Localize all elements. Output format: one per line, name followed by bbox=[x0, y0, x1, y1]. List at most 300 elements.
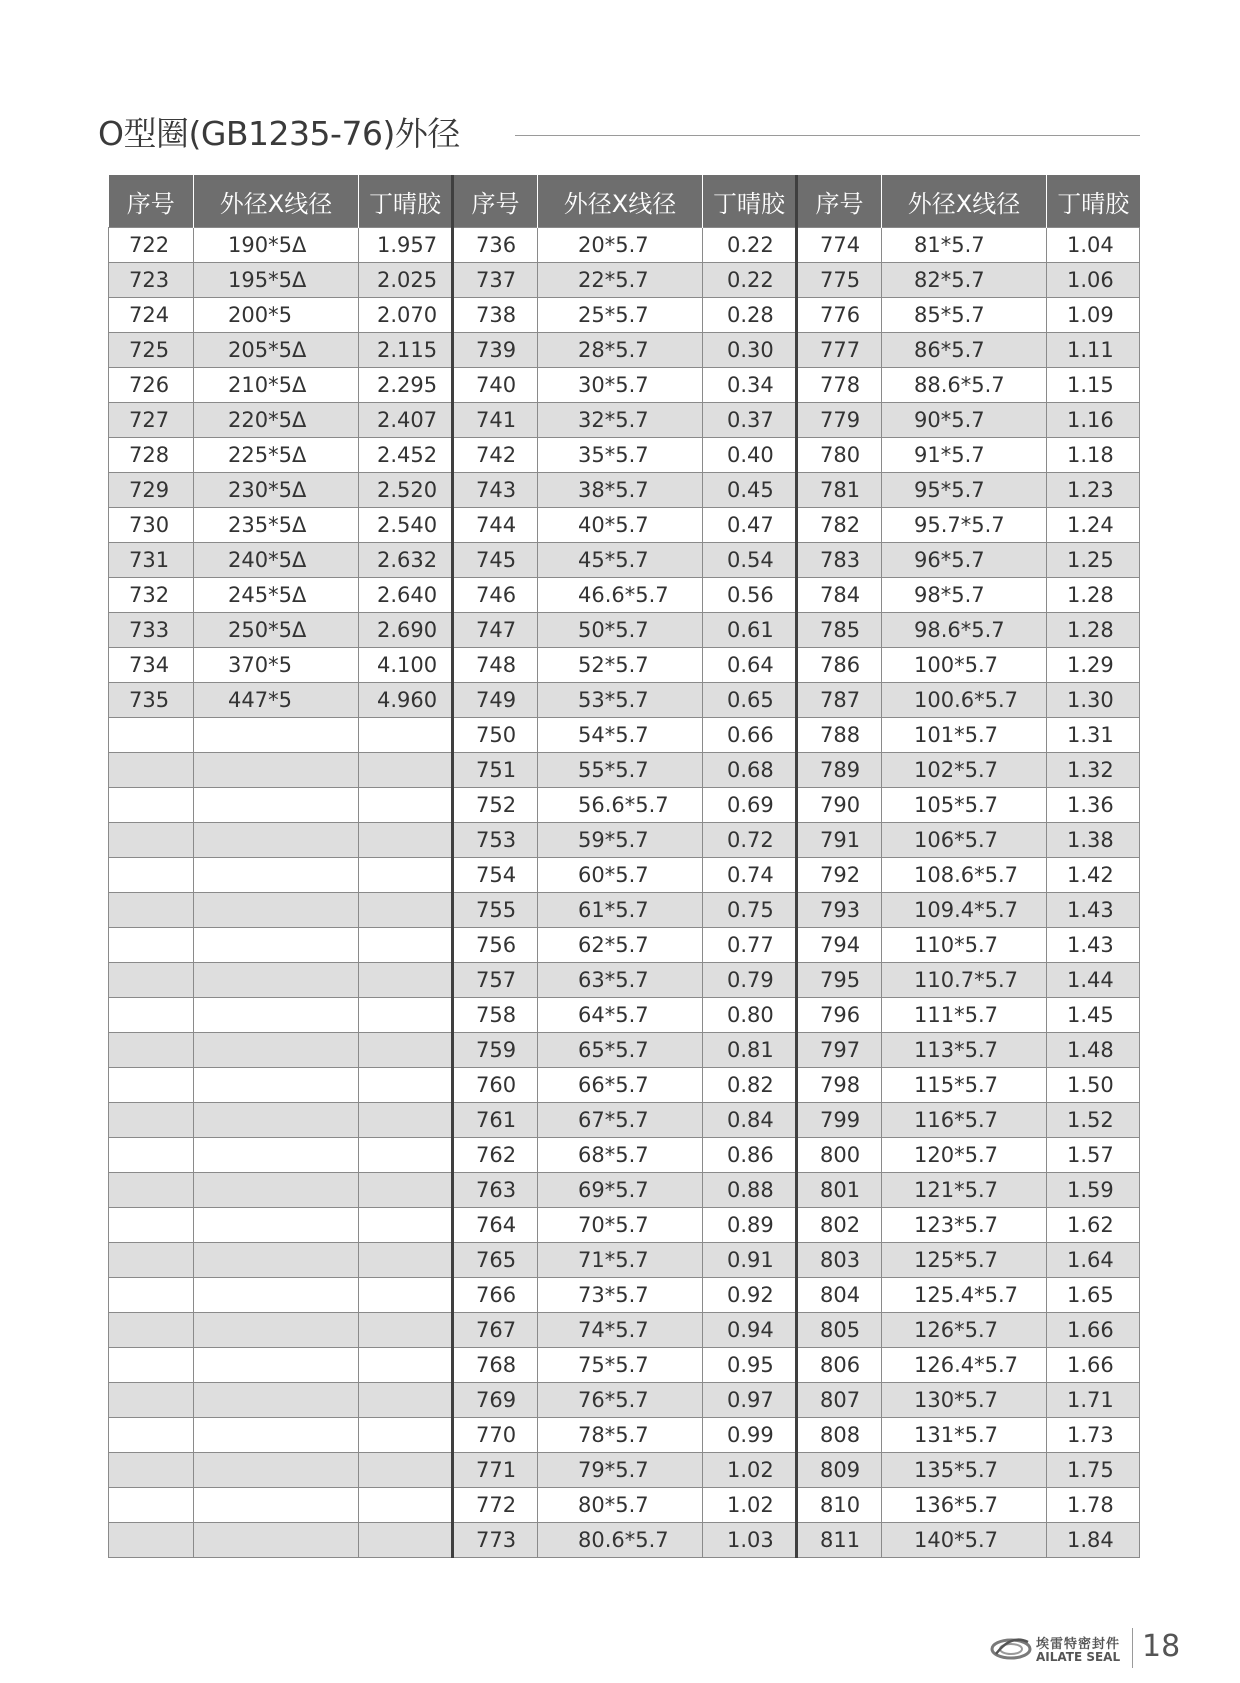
table-row bbox=[109, 438, 1140, 473]
table-cell: 86*5.7 bbox=[882, 333, 1047, 368]
table-cell: 230*5Δ bbox=[194, 473, 359, 508]
table-cell: 727 bbox=[109, 403, 194, 438]
table-cell: 80.6*5.7 bbox=[538, 1523, 703, 1558]
header-cell: 丁晴胶 bbox=[359, 175, 453, 228]
table-cell: 1.62 bbox=[1047, 1208, 1140, 1243]
table-cell bbox=[194, 1523, 359, 1558]
table-cell: 101*5.7 bbox=[882, 718, 1047, 753]
table-cell: 113*5.7 bbox=[882, 1033, 1047, 1068]
table-cell: 85*5.7 bbox=[882, 298, 1047, 333]
table-cell: 108.6*5.7 bbox=[882, 858, 1047, 893]
table-cell: 748 bbox=[453, 648, 538, 683]
table-cell: 797 bbox=[797, 1033, 882, 1068]
table-row bbox=[109, 263, 1140, 298]
table-cell: 40*5.7 bbox=[538, 508, 703, 543]
table-cell: 76*5.7 bbox=[538, 1383, 703, 1418]
table-cell bbox=[109, 1488, 194, 1523]
table-cell: 798 bbox=[797, 1068, 882, 1103]
table-cell: 807 bbox=[797, 1383, 882, 1418]
table-cell: 250*5Δ bbox=[194, 613, 359, 648]
table-cell: 790 bbox=[797, 788, 882, 823]
table-cell: 0.47 bbox=[703, 508, 797, 543]
table-cell: 1.44 bbox=[1047, 963, 1140, 998]
table-cell: 771 bbox=[453, 1453, 538, 1488]
table-cell: 804 bbox=[797, 1278, 882, 1313]
table-cell: 53*5.7 bbox=[538, 683, 703, 718]
brand-logo-icon bbox=[990, 1632, 1032, 1664]
table-cell: 105*5.7 bbox=[882, 788, 1047, 823]
table-cell: 0.28 bbox=[703, 298, 797, 333]
table-row bbox=[109, 578, 1140, 613]
table-cell: 98*5.7 bbox=[882, 578, 1047, 613]
table-cell: 793 bbox=[797, 893, 882, 928]
table-cell: 0.64 bbox=[703, 648, 797, 683]
table-cell: 20*5.7 bbox=[538, 228, 703, 263]
table-cell bbox=[194, 1278, 359, 1313]
table-cell bbox=[359, 1173, 453, 1208]
table-cell bbox=[194, 753, 359, 788]
table-cell bbox=[194, 963, 359, 998]
table-cell bbox=[194, 1418, 359, 1453]
table-cell: 0.30 bbox=[703, 333, 797, 368]
table-cell: 0.22 bbox=[703, 263, 797, 298]
table-row bbox=[109, 1453, 1140, 1488]
table-cell: 1.02 bbox=[703, 1488, 797, 1523]
table-cell bbox=[359, 1103, 453, 1138]
table-cell: 781 bbox=[797, 473, 882, 508]
table-cell bbox=[109, 1348, 194, 1383]
table-cell: 52*5.7 bbox=[538, 648, 703, 683]
table-cell: 743 bbox=[453, 473, 538, 508]
table-cell: 1.84 bbox=[1047, 1523, 1140, 1558]
table-cell: 724 bbox=[109, 298, 194, 333]
table-cell bbox=[194, 1208, 359, 1243]
table-cell: 749 bbox=[453, 683, 538, 718]
table-cell: 67*5.7 bbox=[538, 1103, 703, 1138]
table-cell: 50*5.7 bbox=[538, 613, 703, 648]
table-cell: 0.34 bbox=[703, 368, 797, 403]
table-cell: 0.89 bbox=[703, 1208, 797, 1243]
table-cell bbox=[109, 963, 194, 998]
table-cell: 811 bbox=[797, 1523, 882, 1558]
table-cell: 136*5.7 bbox=[882, 1488, 1047, 1523]
table-row bbox=[109, 1488, 1140, 1523]
table-cell: 733 bbox=[109, 613, 194, 648]
table-cell: 447*5 bbox=[194, 683, 359, 718]
table-cell: 739 bbox=[453, 333, 538, 368]
table-cell bbox=[359, 858, 453, 893]
table-cell bbox=[194, 788, 359, 823]
table-cell: 744 bbox=[453, 508, 538, 543]
table-cell: 0.88 bbox=[703, 1173, 797, 1208]
table-cell bbox=[359, 1208, 453, 1243]
table-cell: 220*5Δ bbox=[194, 403, 359, 438]
table-cell: 1.57 bbox=[1047, 1138, 1140, 1173]
table-header-row bbox=[109, 175, 1140, 228]
brand-name-cn: 埃雷特密封件 bbox=[1036, 1637, 1121, 1652]
table-cell bbox=[359, 1033, 453, 1068]
table-cell bbox=[359, 823, 453, 858]
table-cell: 800 bbox=[797, 1138, 882, 1173]
table-body bbox=[109, 228, 1140, 1558]
table-cell: 736 bbox=[453, 228, 538, 263]
table-cell: 756 bbox=[453, 928, 538, 963]
table-cell bbox=[194, 1488, 359, 1523]
table-cell bbox=[109, 1208, 194, 1243]
table-cell: 0.54 bbox=[703, 543, 797, 578]
table-cell: 726 bbox=[109, 368, 194, 403]
table-cell bbox=[194, 1243, 359, 1278]
table-cell bbox=[359, 1523, 453, 1558]
table-row bbox=[109, 543, 1140, 578]
table-cell: 54*5.7 bbox=[538, 718, 703, 753]
table-cell: 95.7*5.7 bbox=[882, 508, 1047, 543]
table-cell: 56.6*5.7 bbox=[538, 788, 703, 823]
table-cell: 1.31 bbox=[1047, 718, 1140, 753]
table-cell: 240*5Δ bbox=[194, 543, 359, 578]
table-row bbox=[109, 508, 1140, 543]
table-cell bbox=[194, 1068, 359, 1103]
table-cell: 2.115 bbox=[359, 333, 453, 368]
table-cell: 25*5.7 bbox=[538, 298, 703, 333]
table-cell: 0.86 bbox=[703, 1138, 797, 1173]
table-cell bbox=[359, 1488, 453, 1523]
table-cell bbox=[359, 753, 453, 788]
table-cell: 110.7*5.7 bbox=[882, 963, 1047, 998]
table-cell bbox=[359, 963, 453, 998]
table-row bbox=[109, 1313, 1140, 1348]
table-row bbox=[109, 298, 1140, 333]
table-cell: 235*5Δ bbox=[194, 508, 359, 543]
table-cell: 1.957 bbox=[359, 228, 453, 263]
table-cell: 95*5.7 bbox=[882, 473, 1047, 508]
table-row bbox=[109, 718, 1140, 753]
table-cell: 61*5.7 bbox=[538, 893, 703, 928]
table-cell: 200*5 bbox=[194, 298, 359, 333]
table-cell bbox=[194, 1313, 359, 1348]
table-cell: 767 bbox=[453, 1313, 538, 1348]
table-cell: 0.99 bbox=[703, 1418, 797, 1453]
table-row bbox=[109, 858, 1140, 893]
table-cell: 1.36 bbox=[1047, 788, 1140, 823]
table-cell: 0.56 bbox=[703, 578, 797, 613]
table-cell: 100*5.7 bbox=[882, 648, 1047, 683]
header-cell: 序号 bbox=[797, 175, 882, 228]
table-cell bbox=[359, 1138, 453, 1173]
table-cell: 796 bbox=[797, 998, 882, 1033]
table-cell: 801 bbox=[797, 1173, 882, 1208]
table-cell: 759 bbox=[453, 1033, 538, 1068]
table-cell: 745 bbox=[453, 543, 538, 578]
table-cell: 45*5.7 bbox=[538, 543, 703, 578]
page-title: O型圈(GB1235-76)外径 bbox=[98, 114, 460, 153]
table-cell: 90*5.7 bbox=[882, 403, 1047, 438]
table-cell bbox=[194, 858, 359, 893]
table-cell bbox=[359, 1453, 453, 1488]
table-cell: 91*5.7 bbox=[882, 438, 1047, 473]
table-cell: 787 bbox=[797, 683, 882, 718]
table-cell bbox=[109, 1138, 194, 1173]
table-cell: 80*5.7 bbox=[538, 1488, 703, 1523]
table-cell: 772 bbox=[453, 1488, 538, 1523]
table-cell: 69*5.7 bbox=[538, 1173, 703, 1208]
table-cell: 0.84 bbox=[703, 1103, 797, 1138]
header-cell: 序号 bbox=[453, 175, 538, 228]
table-cell: 773 bbox=[453, 1523, 538, 1558]
table-cell: 1.03 bbox=[703, 1523, 797, 1558]
table-cell: 1.38 bbox=[1047, 823, 1140, 858]
table-cell: 729 bbox=[109, 473, 194, 508]
table-cell: 2.690 bbox=[359, 613, 453, 648]
table-row bbox=[109, 928, 1140, 963]
table-cell: 0.81 bbox=[703, 1033, 797, 1068]
table-cell: 1.06 bbox=[1047, 263, 1140, 298]
table-cell: 0.69 bbox=[703, 788, 797, 823]
table-cell bbox=[109, 1453, 194, 1488]
table-cell bbox=[109, 998, 194, 1033]
header-cell: 外径X线径 bbox=[538, 175, 703, 228]
table-cell: 805 bbox=[797, 1313, 882, 1348]
table-cell bbox=[359, 998, 453, 1033]
table-cell: 62*5.7 bbox=[538, 928, 703, 963]
footer-separator bbox=[1132, 1628, 1133, 1668]
table-cell: 1.42 bbox=[1047, 858, 1140, 893]
table-cell: 1.18 bbox=[1047, 438, 1140, 473]
table-cell bbox=[359, 1243, 453, 1278]
table-cell: 758 bbox=[453, 998, 538, 1033]
table-cell: 1.29 bbox=[1047, 648, 1140, 683]
table-cell: 64*5.7 bbox=[538, 998, 703, 1033]
table-cell: 754 bbox=[453, 858, 538, 893]
table-row bbox=[109, 1383, 1140, 1418]
table-cell: 2.540 bbox=[359, 508, 453, 543]
table-cell: 734 bbox=[109, 648, 194, 683]
table-cell: 126*5.7 bbox=[882, 1313, 1047, 1348]
table-cell: 1.66 bbox=[1047, 1348, 1140, 1383]
table-cell: 764 bbox=[453, 1208, 538, 1243]
table-cell: 735 bbox=[109, 683, 194, 718]
table-cell: 2.632 bbox=[359, 543, 453, 578]
table-cell: 131*5.7 bbox=[882, 1418, 1047, 1453]
table-cell: 0.92 bbox=[703, 1278, 797, 1313]
title-rule bbox=[515, 135, 1140, 136]
table-cell: 776 bbox=[797, 298, 882, 333]
table-cell bbox=[194, 1033, 359, 1068]
table-cell: 0.45 bbox=[703, 473, 797, 508]
table-cell: 2.295 bbox=[359, 368, 453, 403]
table-cell: 791 bbox=[797, 823, 882, 858]
table-cell: 130*5.7 bbox=[882, 1383, 1047, 1418]
table-cell: 0.91 bbox=[703, 1243, 797, 1278]
table-row bbox=[109, 1278, 1140, 1313]
table-cell: 38*5.7 bbox=[538, 473, 703, 508]
table-cell: 225*5Δ bbox=[194, 438, 359, 473]
table-cell: 725 bbox=[109, 333, 194, 368]
table-row bbox=[109, 963, 1140, 998]
table-row bbox=[109, 228, 1140, 263]
table-cell: 752 bbox=[453, 788, 538, 823]
table-cell bbox=[359, 1383, 453, 1418]
table-cell bbox=[194, 1348, 359, 1383]
table-row bbox=[109, 1418, 1140, 1453]
table-cell: 70*5.7 bbox=[538, 1208, 703, 1243]
table-row bbox=[109, 1208, 1140, 1243]
table-cell: 140*5.7 bbox=[882, 1523, 1047, 1558]
table-cell: 786 bbox=[797, 648, 882, 683]
table-cell: 774 bbox=[797, 228, 882, 263]
table-cell: 765 bbox=[453, 1243, 538, 1278]
table-cell bbox=[359, 928, 453, 963]
table-cell: 2.025 bbox=[359, 263, 453, 298]
table-row bbox=[109, 753, 1140, 788]
table-cell: 0.97 bbox=[703, 1383, 797, 1418]
table-cell: 1.23 bbox=[1047, 473, 1140, 508]
table-cell bbox=[109, 1173, 194, 1208]
table-cell: 1.04 bbox=[1047, 228, 1140, 263]
table-cell: 763 bbox=[453, 1173, 538, 1208]
table-row bbox=[109, 998, 1140, 1033]
table-cell: 195*5Δ bbox=[194, 263, 359, 298]
table-cell: 775 bbox=[797, 263, 882, 298]
table-cell: 1.11 bbox=[1047, 333, 1140, 368]
table-cell: 768 bbox=[453, 1348, 538, 1383]
table-cell: 0.61 bbox=[703, 613, 797, 648]
table-cell: 1.28 bbox=[1047, 578, 1140, 613]
table-cell: 769 bbox=[453, 1383, 538, 1418]
table-cell: 1.48 bbox=[1047, 1033, 1140, 1068]
table-cell: 0.37 bbox=[703, 403, 797, 438]
table-cell: 82*5.7 bbox=[882, 263, 1047, 298]
table-cell: 63*5.7 bbox=[538, 963, 703, 998]
table-cell: 65*5.7 bbox=[538, 1033, 703, 1068]
header-cell: 丁晴胶 bbox=[1047, 175, 1140, 228]
table-cell: 0.79 bbox=[703, 963, 797, 998]
table-cell: 1.16 bbox=[1047, 403, 1140, 438]
table-cell: 755 bbox=[453, 893, 538, 928]
table-cell bbox=[109, 1103, 194, 1138]
table-cell: 125*5.7 bbox=[882, 1243, 1047, 1278]
table-cell bbox=[109, 788, 194, 823]
table-cell: 370*5 bbox=[194, 648, 359, 683]
table-cell: 102*5.7 bbox=[882, 753, 1047, 788]
table-cell bbox=[109, 928, 194, 963]
table-cell bbox=[194, 1453, 359, 1488]
table-cell: 803 bbox=[797, 1243, 882, 1278]
table-cell: 2.407 bbox=[359, 403, 453, 438]
table-cell: 1.28 bbox=[1047, 613, 1140, 648]
table-cell: 740 bbox=[453, 368, 538, 403]
table-cell bbox=[109, 1033, 194, 1068]
table-cell: 778 bbox=[797, 368, 882, 403]
table-cell: 0.77 bbox=[703, 928, 797, 963]
table-cell: 746 bbox=[453, 578, 538, 613]
table-cell: 808 bbox=[797, 1418, 882, 1453]
header-cell: 序号 bbox=[109, 175, 194, 228]
table-cell: 730 bbox=[109, 508, 194, 543]
table-row bbox=[109, 893, 1140, 928]
table-cell: 96*5.7 bbox=[882, 543, 1047, 578]
table-cell: 770 bbox=[453, 1418, 538, 1453]
table-cell bbox=[109, 893, 194, 928]
page-number: 18 bbox=[1142, 1629, 1181, 1664]
table-cell bbox=[194, 928, 359, 963]
table-cell: 795 bbox=[797, 963, 882, 998]
table-cell bbox=[194, 1173, 359, 1208]
table-row bbox=[109, 823, 1140, 858]
table-cell bbox=[359, 1313, 453, 1348]
table-row bbox=[109, 1523, 1140, 1558]
table-cell: 780 bbox=[797, 438, 882, 473]
table-cell: 32*5.7 bbox=[538, 403, 703, 438]
table-cell bbox=[194, 893, 359, 928]
table-cell: 0.22 bbox=[703, 228, 797, 263]
table-row bbox=[109, 368, 1140, 403]
table-cell bbox=[194, 1383, 359, 1418]
table-cell: 777 bbox=[797, 333, 882, 368]
table-cell: 762 bbox=[453, 1138, 538, 1173]
table-cell: 0.74 bbox=[703, 858, 797, 893]
table-cell: 1.25 bbox=[1047, 543, 1140, 578]
table-cell: 732 bbox=[109, 578, 194, 613]
table-cell: 761 bbox=[453, 1103, 538, 1138]
table-cell: 1.15 bbox=[1047, 368, 1140, 403]
table-cell: 71*5.7 bbox=[538, 1243, 703, 1278]
header-cell: 丁晴胶 bbox=[703, 175, 797, 228]
table-cell: 88.6*5.7 bbox=[882, 368, 1047, 403]
table-cell: 799 bbox=[797, 1103, 882, 1138]
header-cell: 外径X线径 bbox=[194, 175, 359, 228]
table-cell bbox=[359, 1278, 453, 1313]
table-row bbox=[109, 403, 1140, 438]
table-cell: 4.960 bbox=[359, 683, 453, 718]
table-cell bbox=[359, 1418, 453, 1453]
table-row bbox=[109, 333, 1140, 368]
table-cell: 115*5.7 bbox=[882, 1068, 1047, 1103]
table-cell: 0.94 bbox=[703, 1313, 797, 1348]
table-cell bbox=[109, 1383, 194, 1418]
table-cell: 742 bbox=[453, 438, 538, 473]
table-cell: 792 bbox=[797, 858, 882, 893]
table-row bbox=[109, 1033, 1140, 1068]
table-cell: 4.100 bbox=[359, 648, 453, 683]
table-row bbox=[109, 1348, 1140, 1383]
table-cell: 789 bbox=[797, 753, 882, 788]
table-cell: 0.95 bbox=[703, 1348, 797, 1383]
table-cell bbox=[359, 1068, 453, 1103]
table-cell: 98.6*5.7 bbox=[882, 613, 1047, 648]
table-cell: 79*5.7 bbox=[538, 1453, 703, 1488]
table-cell bbox=[194, 1138, 359, 1173]
table-cell: 1.59 bbox=[1047, 1173, 1140, 1208]
table-cell: 784 bbox=[797, 578, 882, 613]
table-row bbox=[109, 683, 1140, 718]
table-cell: 1.73 bbox=[1047, 1418, 1140, 1453]
table-cell: 750 bbox=[453, 718, 538, 753]
table-cell: 210*5Δ bbox=[194, 368, 359, 403]
table-cell bbox=[109, 1068, 194, 1103]
table-cell: 1.32 bbox=[1047, 753, 1140, 788]
table-cell: 722 bbox=[109, 228, 194, 263]
table-cell: 28*5.7 bbox=[538, 333, 703, 368]
table-cell: 60*5.7 bbox=[538, 858, 703, 893]
table-cell: 1.02 bbox=[703, 1453, 797, 1488]
table-cell: 802 bbox=[797, 1208, 882, 1243]
table-cell: 0.68 bbox=[703, 753, 797, 788]
header-cell: 外径X线径 bbox=[882, 175, 1047, 228]
table-cell: 74*5.7 bbox=[538, 1313, 703, 1348]
table-row bbox=[109, 788, 1140, 823]
table-cell bbox=[109, 753, 194, 788]
